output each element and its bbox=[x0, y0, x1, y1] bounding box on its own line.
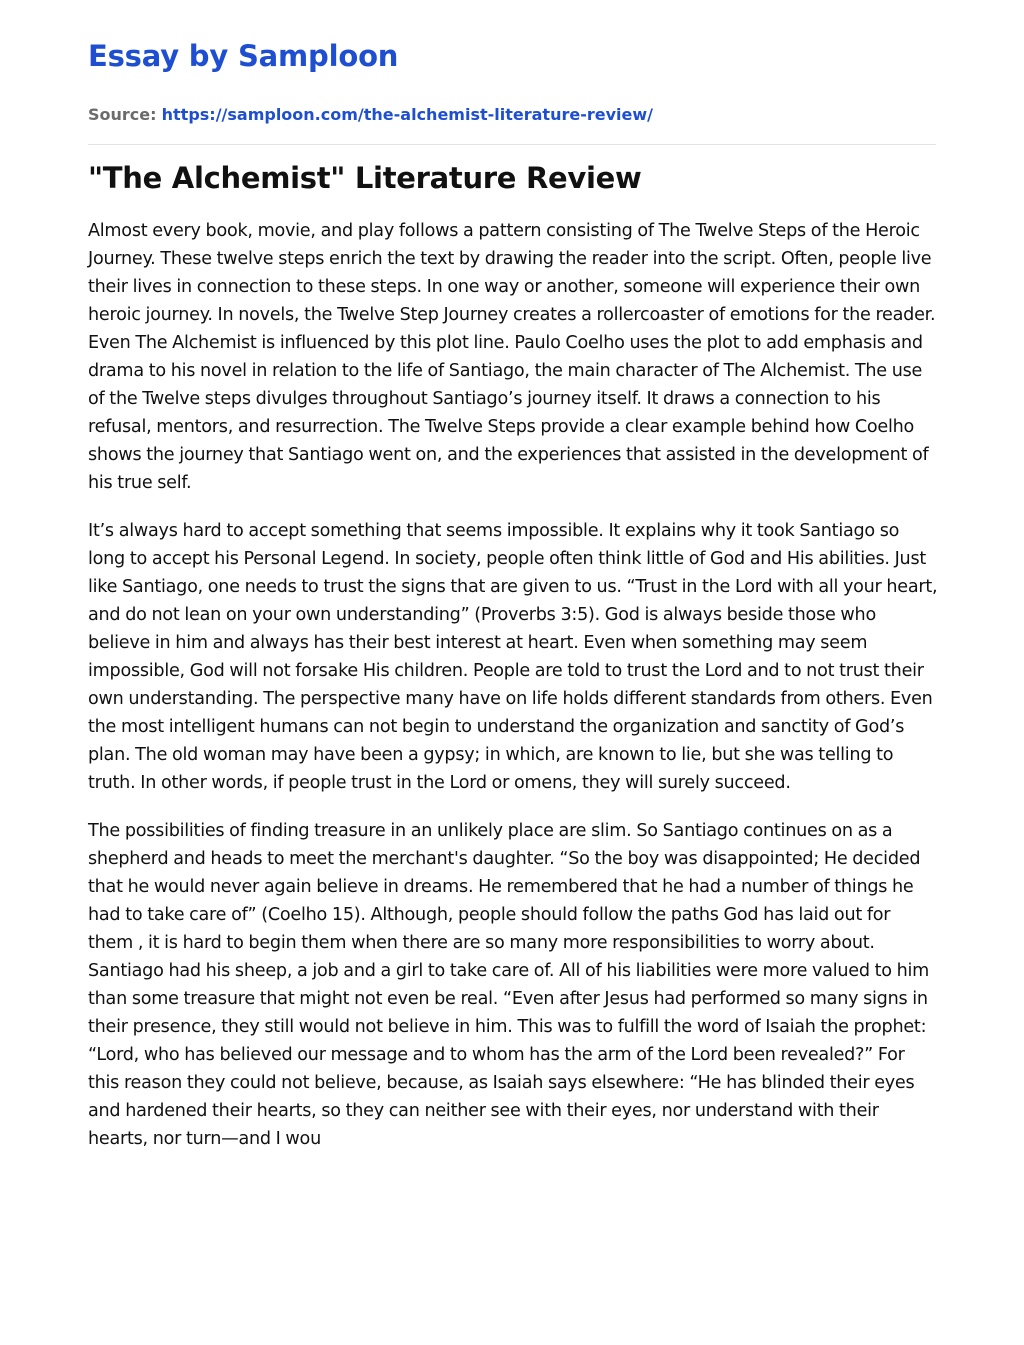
essay-title: "The Alchemist" Literature Review bbox=[88, 161, 642, 195]
source-line bbox=[88, 104, 938, 126]
source-link[interactable]: https://samploon.com/the-alchemist-literature-review/ bbox=[161, 105, 653, 124]
source-label: Source: bbox=[88, 105, 157, 124]
essay-paragraph-2: It’s always hard to accept something that seems impossible. It explains why it took Santiago so long to accept his Personal Legend. In society, people often think little of God and His abilities. Just like Santiago, one needs to trust the signs that are given to us. “Trust in the Lord with all your heart, and do not lean on your own understanding” (Proverbs 3:5). God is always beside those who believe in him and always has their best interest at heart. Even when something may seem impossible, God will not forsake His children. People are told to trust the Lord and to not trust their own understanding. The perspective many have on life holds different standards from others. Even the most intelligent humans can not begin to understand the organization and sanctity of God’s plan. The old woman may have been a gypsy; in which, are known to lie, but she was telling to truth. In other words, if people trust in the Lord or omens, they will surely succeed. bbox=[88, 521, 938, 793]
header-divider bbox=[88, 144, 936, 145]
essay-paragraph-3: The possibilities of finding treasure in an unlikely place are slim. So Santiago continues on as a shepherd and heads to meet the merchant's daughter. “So the boy was disappointed; He decided that he would never again believe in dreams. He remembered that he had a number of things he had to take care of” (Coelho 15). Although, people should follow the paths God has laid out for them , it is hard to begin them when there are so many more responsibilities to worry about. Santiago had his sheep, a job and a girl to take care of. All of his liabilities were more valued to him than some treasure that might not even be real. “Even after Jesus had performed so many signs in their presence, they still would not believe in him. This was to fulfill the word of Isaiah the prophet: “Lord, who has believed our message and to whom has the arm of the Lord been revealed?” For this reason they could not believe, because, as Isaiah says elsewhere: “He has blinded their eyes and hardened their hearts, so they can neither see with their eyes, nor understand with their hearts, nor turn—and I wou bbox=[88, 821, 930, 1149]
site-brand-heading: Essay by Samploon bbox=[88, 39, 399, 73]
essay-paragraph-1: Almost every book, movie, and play follows a pattern consisting of The Twelve Steps of the Heroic Journey. These twelve steps enrich the text by drawing the reader into the script. Often, people live their lives in connection to these steps. In one way or another, someone will experience their own heroic journey. In novels, the Twelve Step Journey creates a rollercoaster of emotions for the reader. Even The Alchemist is influenced by this plot line. Paulo Coelho uses the plot to add emphasis and drama to his novel in relation to the life of Santiago, the main character of The Alchemist. The use of the Twelve steps divulges throughout Santiago’s journey itself. It draws a connection to his refusal, mentors, and resurrection. The Twelve Steps provide a clear example behind how Coelho shows the journey that Santiago went on, and the experiences that assisted in the development of his true self. bbox=[88, 221, 936, 493]
essay-page bbox=[88, 0, 938, 1153]
